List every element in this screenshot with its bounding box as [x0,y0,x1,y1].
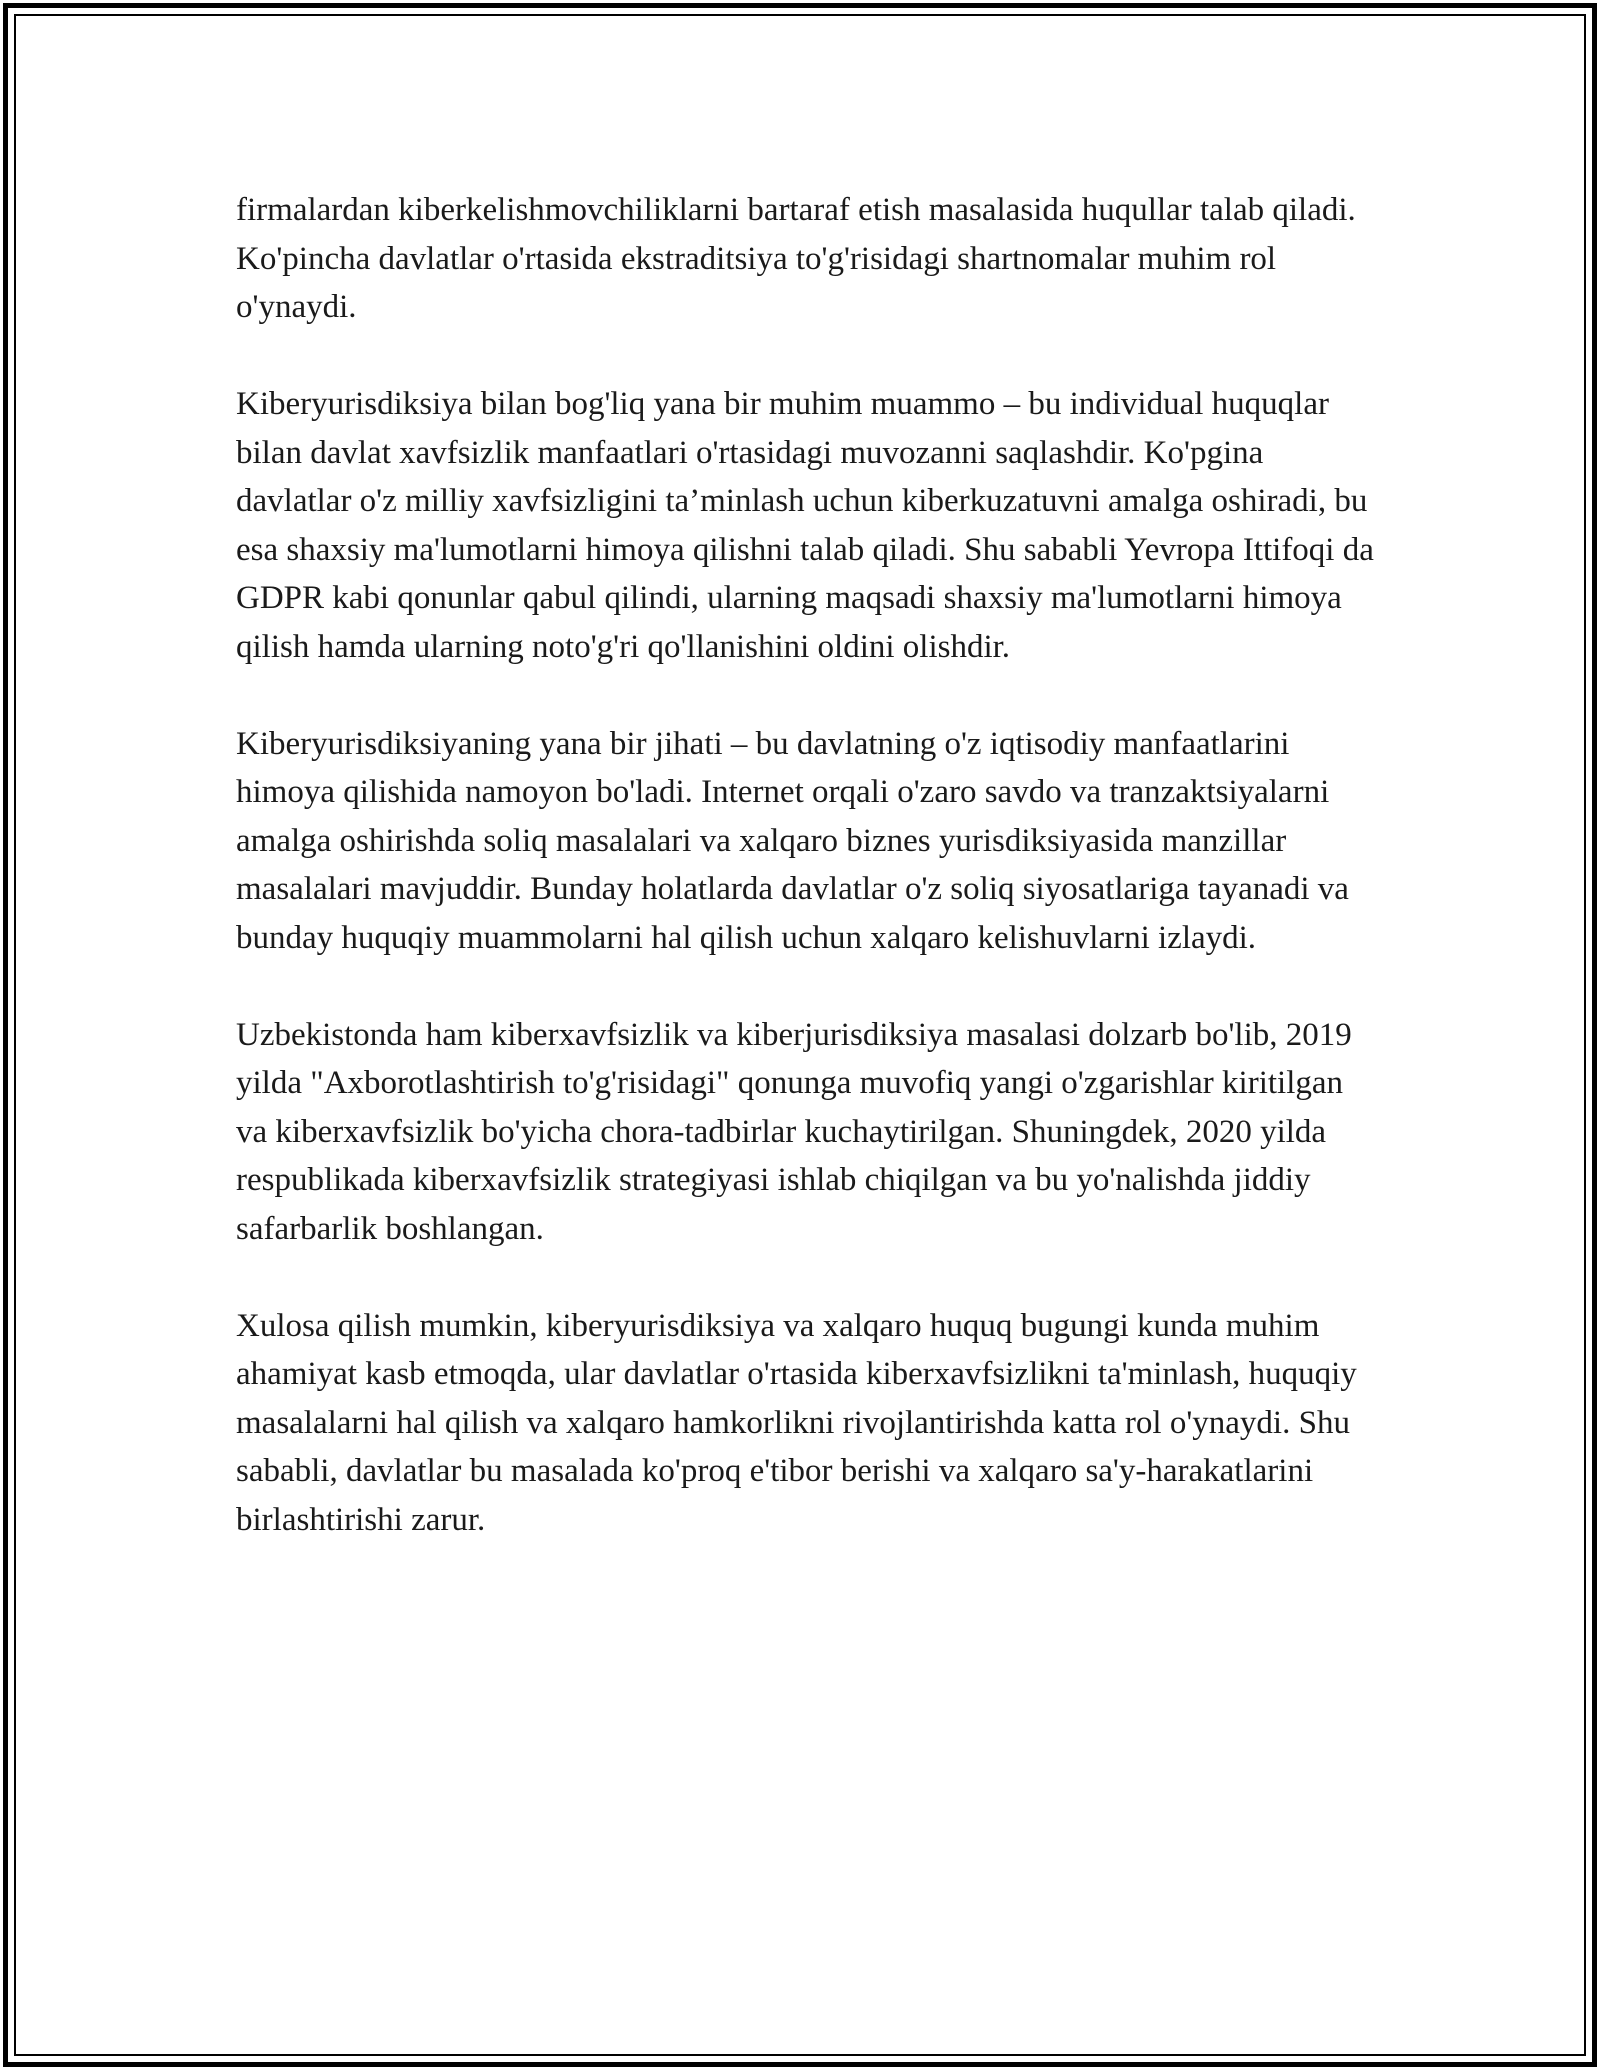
paragraph-3: Kiberyurisdiksiyaning yana bir jihati – bu davlatning o'z iqtisodiy manfaatlarini himoya qilishida namoyon bo'ladi. Internet orqali o'zaro savdo va tranzaktsiyalarni amalga oshirishda soliq masalalari va xalqaro biznes yurisdiksiyasida manzillar masalalari mavjuddir. Bunday holatlarda davlatlar o'z soliq siyosatlariga tayanadi va bunday huquqiy muammolarni hal qilish uchun xalqaro kelishuvlarni izlaydi. [236,725,1349,956]
paragraph-1: firmalardan kiberkelishmovchiliklarni bartaraf etish masalasida huqullar talab qiladi. Ko'pincha davlatlar o'rtasida ekstraditsiya to'g'risidagi shartnomalar muhim rol o'ynaydi. [236,192,1356,325]
paragraph-5: Xulosa qilish mumkin, kiberyurisdiksiya va xalqaro huquq bugungi kunda muhim ahamiyat kasb etmoqda, ular davlatlar o'rtasida kiberxavfsizlikni ta'minlash, huquqiy masalalarni hal qilish va xalqaro hamkorlikni rivojlantirishda katta rol o'ynaydi. Shu sababli, davlatlar bu masalada ko'proq e'tibor berishi va xalqaro sa'y-harakatlarini birlashtirishi zarur. [236,1307,1357,1538]
paragraph-2: Kiberyurisdiksiya bilan bog'liq yana bir muhim muammo – bu individual huquqlar bilan davlat xavfsizlik manfaatlari o'rtasidagi muvozanni saqlashdir. Ko'pgina davlatlar o'z milliy xavfsizligini ta’minlash uchun kiberkuzatuvni amalga oshiradi, bu esa shaxsiy ma'lumotlarni himoya qilishni talab qiladi. Shu sababli Yevropa Ittifoqi da GDPR kabi qonunlar qabul qilindi, ularning maqsadi shaxsiy ma'lumotlarni himoya qilish hamda ularning noto'g'ri qo'llanishini oldini olishdir. [236,386,1374,665]
paragraph-4: Uzbekistonda ham kiberxavfsizlik va kiberjurisdiksiya masalasi dolzarb bo'lib, 2019 yilda "Axborotlashtirish to'g'risidagi" qonunga muvofiq yangi o'zgarishlar kiritilgan va kiberxavfsizlik bo'yicha chora-tadbirlar kuchaytirilgan. Shuningdek, 2020 yilda respublikada kiberxavfsizlik strategiyasi ishlab chiqilgan va bu yo'nalishda jiddiy safarbarlik boshlangan. [236,1016,1352,1247]
document-body [236,186,1376,1544]
